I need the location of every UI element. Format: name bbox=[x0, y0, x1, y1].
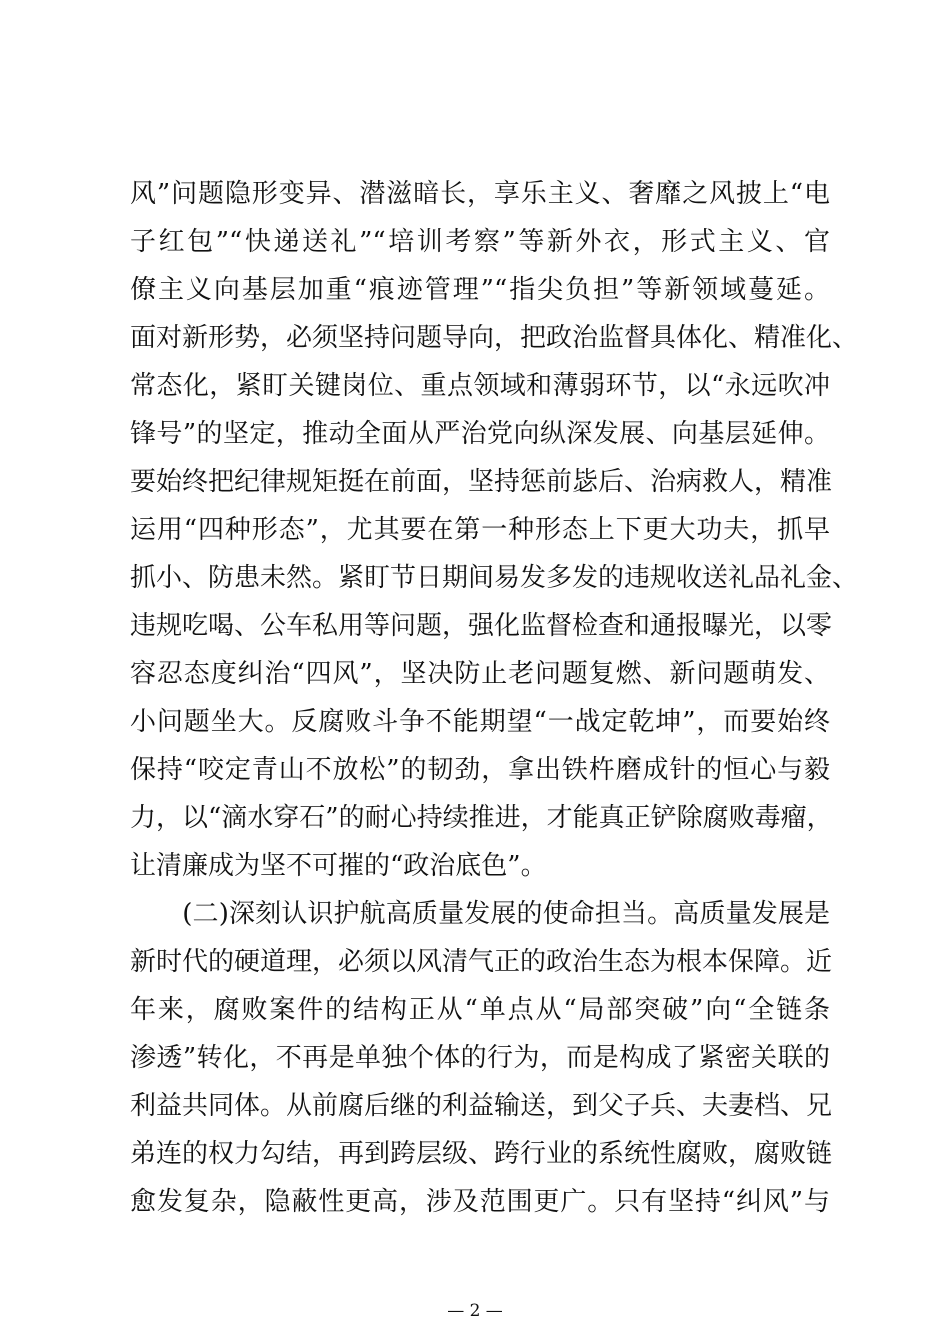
text-line: 容忍态度纠治“四风”，坚决防止老问题复燃、新问题萌发、 bbox=[130, 659, 830, 689]
text-line: 小问题坐大。反腐败斗争不能期望“一战定乾坤”，而要始终 bbox=[130, 707, 830, 737]
text-line: 力，以“滴水穿石”的耐心持续推进，才能真正铲除腐败毒瘤， bbox=[130, 803, 833, 833]
text-line: 僚主义向基层加重“痕迹管理”“指尖负担”等新领域蔓延。 bbox=[130, 275, 830, 305]
section-heading-line: (二)深刻认识护航高质量发展的使命担当。高质量发展是 bbox=[130, 899, 830, 929]
text-line: 子红包”“快递送礼”“培训考察”等新外衣，形式主义、官 bbox=[130, 227, 830, 257]
text-line: 愈发复杂，隐蔽性更高，涉及范围更广。只有坚持“纠风”与 bbox=[130, 1187, 830, 1217]
text-line: 常态化，紧盯关键岗位、重点领域和薄弱环节，以“永远吹冲 bbox=[130, 371, 830, 401]
text-line: 面对新形势，必须坚持问题导向，把政治监督具体化、精准化、 bbox=[130, 323, 859, 353]
text-line: 锋号”的坚定，推动全面从严治党向纵深发展、向基层延伸。 bbox=[130, 419, 830, 449]
text-line: 让清廉成为坚不可摧的“政治底色”。 bbox=[130, 851, 547, 881]
page-number: — 2 — bbox=[447, 1301, 503, 1321]
text-line: 弟连的权力勾结，再到跨层级、跨行业的系统性腐败，腐败链 bbox=[130, 1139, 833, 1169]
text-line: 要始终把纪律规矩挺在前面，坚持惩前毖后、治病救人，精准 bbox=[130, 467, 833, 497]
text-line: 违规吃喝、公车私用等问题，强化监督检查和通报曝光，以零 bbox=[130, 611, 833, 641]
text-line: 抓小、防患未然。紧盯节日期间易发多发的违规收送礼品礼金、 bbox=[130, 563, 859, 593]
text-line: 保持“咬定青山不放松”的韧劲，拿出铁杵磨成针的恒心与毅 bbox=[130, 755, 830, 785]
text-line: 利益共同体。从前腐后继的利益输送，到父子兵、夫妻档、兄 bbox=[130, 1091, 833, 1121]
text-line: 新时代的硬道理，必须以风清气正的政治生态为根本保障。近 bbox=[130, 947, 833, 977]
text-line: 渗透”转化，不再是单独个体的行为，而是构成了紧密关联的 bbox=[130, 1043, 830, 1073]
text-line: 年来，腐败案件的结构正从“单点从“局部突破”向“全链条 bbox=[130, 995, 830, 1025]
text-line: 风”问题隐形变异、潜滋暗长，享乐主义、奢靡之风披上“电 bbox=[130, 179, 830, 209]
text-line: 运用“四种形态”，尤其要在第一种形态上下更大功夫，抓早 bbox=[130, 515, 830, 545]
